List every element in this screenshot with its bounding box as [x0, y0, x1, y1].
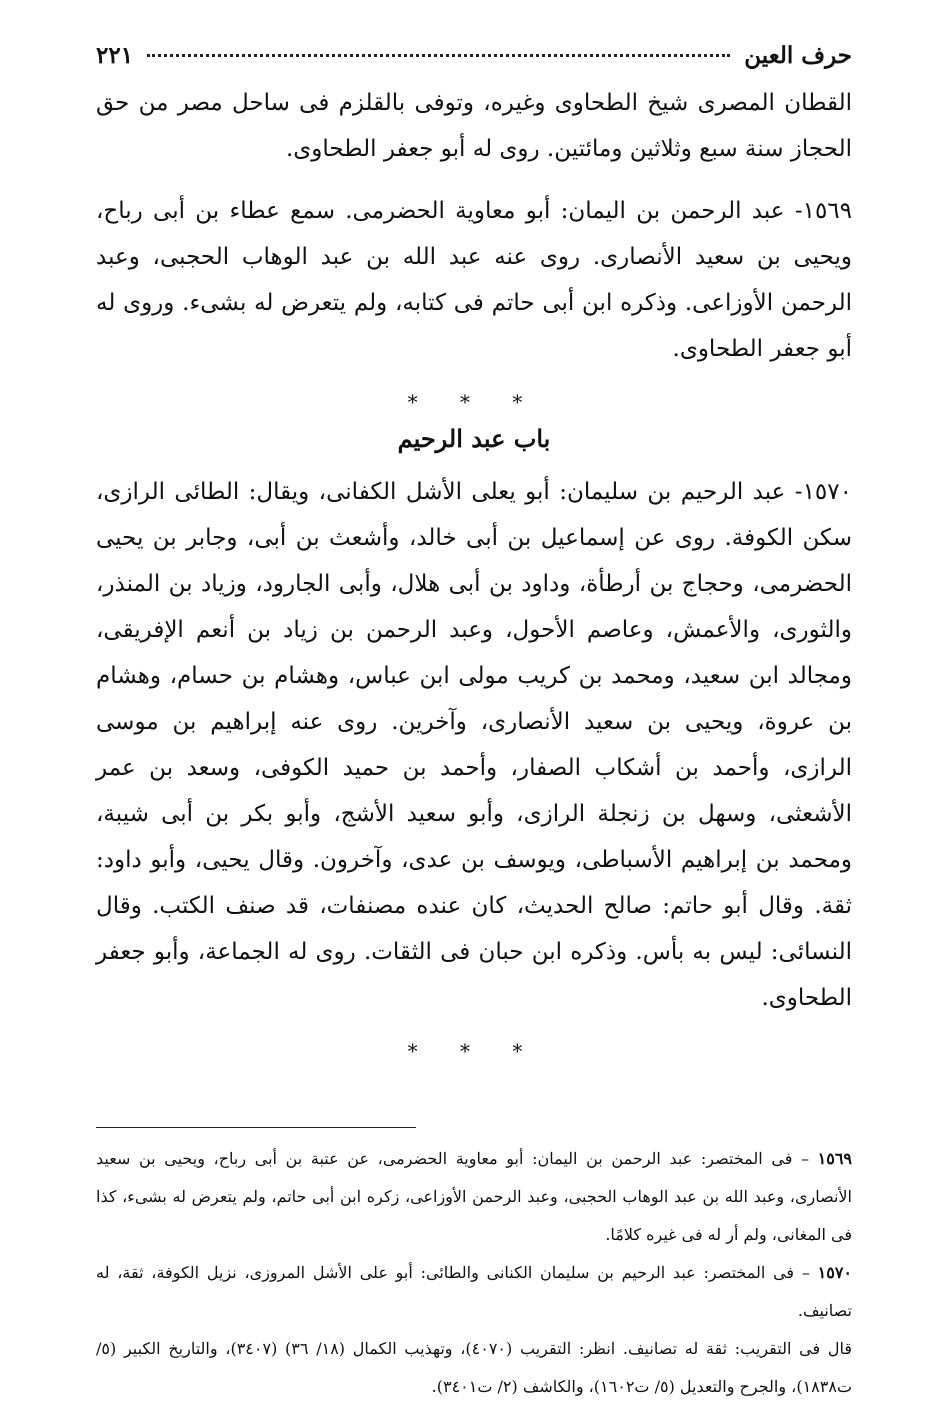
section-separator: * * * [407, 1039, 541, 1063]
chapter-title: باب عبد الرحيم [397, 424, 551, 453]
footnote-text: – فى المختصر: عبد الرحمن بن اليمان: أبو معاوية الحضرمى، عن عتبة بن أبى رباح، ويحيى بن سعيد الأنصارى، وعبد الله بن عبد الوهاب الحجبى، وعبد الرحمن الأوزاعى، زكره ابن أبى حاتم، ولم يتعرض له بشىء، كذا فى المغانى، ولم أر له فى غيره كلامًا. [96, 1149, 852, 1244]
entry-1570 [96, 469, 852, 1021]
footnote-number: ١٥٧٠ [817, 1263, 852, 1282]
footnotes [96, 1140, 852, 1406]
footnote-1570-continued: قال فى التقريب: ثقة له تصانيف. انظر: التقريب (٤٠٧٠)، وتهذيب الكمال (١٨/ ٣٦) (٣٤٠٧)، والتاريخ الكبير (٥/ ت١٨٣٨)، والجرح والتعديل (٥/ ت١٦٠٢)، والكاشف (٢/ ت٣٤٠١). [96, 1339, 852, 1396]
footnote-1569 [96, 1140, 852, 1254]
section-separator: * * * [407, 390, 541, 414]
footnote-rule [96, 1127, 416, 1128]
chapter-header-title: حرف العين [744, 42, 852, 69]
entry-number: ١٥٦٩- [794, 198, 853, 224]
page-number: ٢٢١ [96, 42, 134, 69]
footnote-1570 [96, 1254, 852, 1330]
entry-text: عبد الرحيم بن سليمان: أبو يعلى الأشل الكفانى، ويقال: الطائى الرازى، سكن الكوفة. روى عن إسماعيل بن أبى خالد، وأشعث بن أبى، وجابر بن يحيى الحضرمى، وحجاج بن أرطأة، وداود بن أبى هلال، وأبى الجارود، وزياد بن المنذر، والثورى، والأعمش، وعاصم الأحول، وعبد الرحمن بن زياد بن أنعم الإفريقى، ومجالد ابن سعيد، ومحمد بن كريب مولى ابن عباس، وهشام بن حسام، وهشام بن عروة، ويحيى بن سعيد الأنصارى، وآخرين. روى عنه إبراهيم بن موسى الرازى، وأحمد بن أشكاب الصفار، وأحمد بن حميد الكوفى، وسعد بن عمر الأشعثى، وسهل بن زنجلة الرازى، وأبو سعيد الأشج، وأبو بكر بن أبى شيبة، ومحمد بن إبراهيم الأسباطى، ويوسف بن عدى، وآخرون. وقال يحيى، وأبو داود: ثقة. وقال أبو حاتم: صالح الحديث، كان عنده مصنفات، قد صنف الكتب. وقال النسائى: ليس به بأس. وذكره ابن حبان فى الثقات. روى له الجماعة، وأبو جعفر الطحاوى. [96, 479, 852, 1011]
entry-1569 [96, 188, 852, 372]
continuation-paragraph: القطان المصرى شيخ الطحاوى وغيره، وتوفى بالقلزم فى ساحل مصر من حق الحجاز سنة سبع وثلاثين ومائتين. روى له أبو جعفر الطحاوى. [96, 90, 852, 162]
entry-text: عبد الرحمن بن اليمان: أبو معاوية الحضرمى. سمع عطاء بن أبى رباح، ويحيى بن سعيد الأنصارى. روى عنه عبد الله بن عبد الوهاب الحجبى، وعبد الرحمن الأوزاعى. وذكره ابن أبى حاتم فى كتابه، ولم يتعرض له بشىء. وروى له أبو جعفر الطحاوى. [96, 198, 852, 362]
entry-number: ١٥٧٠- [794, 479, 852, 505]
footnote-text: – فى المختصر: عبد الرحيم بن سليمان الكنانى والطائى: أبو على الأشل المروزى، نزيل الكوفة، ثقة، له تصانيف. [96, 1263, 852, 1320]
running-head [96, 42, 852, 78]
leader-dots [147, 54, 730, 57]
footnote-number: ١٥٦٩ [817, 1149, 852, 1168]
